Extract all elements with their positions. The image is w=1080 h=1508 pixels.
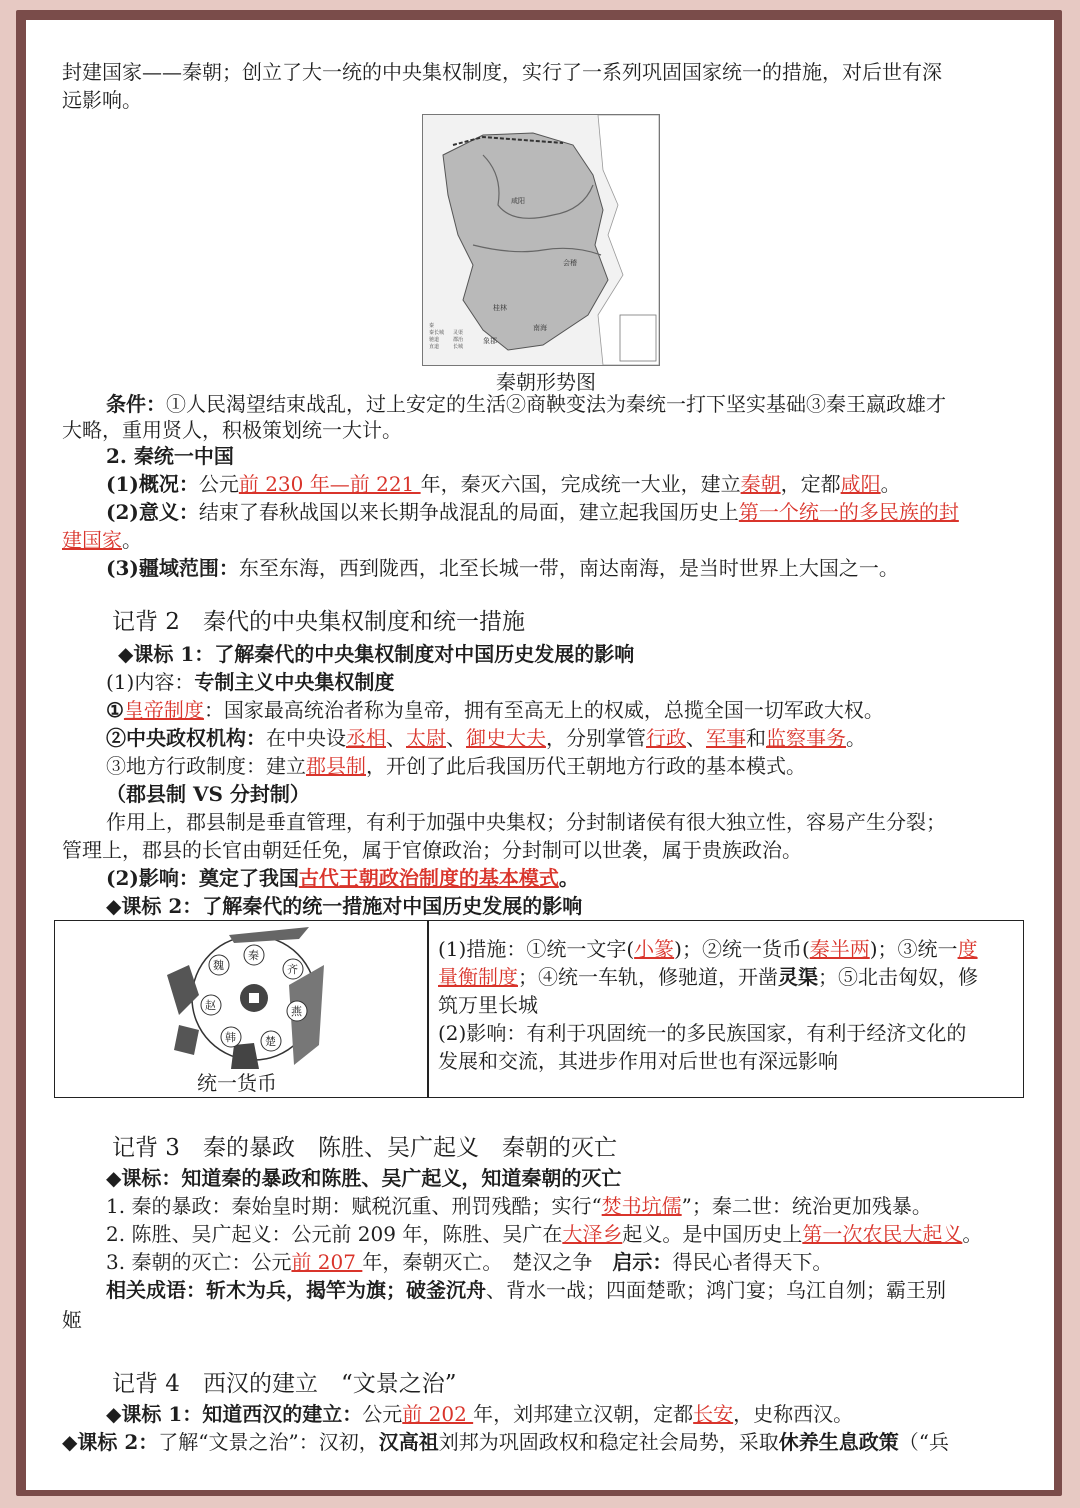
qin-map-svg bbox=[423, 115, 659, 365]
key-term: 郡县制 bbox=[306, 754, 366, 778]
key-term: 古代王朝政治制度的基本模式 bbox=[298, 866, 559, 890]
text-span: 2. 陈胜、吴广起义：公元前 209 年，陈胜、吴广在 bbox=[106, 1222, 563, 1246]
section-2-standard-1: ◆课标 1：了解秦代的中央集权制度对中国历史发展的影响 bbox=[118, 642, 635, 666]
state-label: 韩 bbox=[225, 1031, 236, 1044]
section-4-standard-2 bbox=[62, 1428, 949, 1456]
state-label: 魏 bbox=[213, 959, 224, 972]
significance-line-1 bbox=[106, 498, 959, 526]
key-term: 秦半两 bbox=[809, 937, 870, 961]
text-span: (1)内容： bbox=[106, 670, 195, 694]
intro-line-2: 远影响。 bbox=[62, 88, 142, 112]
map-legend-item: 长城 bbox=[453, 344, 464, 350]
bold-span: 启示： bbox=[612, 1250, 673, 1274]
text-span: 。 bbox=[880, 472, 901, 496]
text-span: 年，秦朝灭亡。 楚汉之争 bbox=[362, 1250, 613, 1274]
qin-unify-heading: 2. 秦统一中国 bbox=[106, 444, 234, 468]
text-span: 3. 秦朝的灭亡：公元 bbox=[106, 1250, 292, 1274]
uprising-line bbox=[106, 1220, 982, 1248]
text-span: ；⑤北击匈奴，修 bbox=[818, 965, 978, 989]
emperor-line bbox=[106, 696, 884, 724]
key-term: 度 bbox=[957, 937, 978, 961]
text-span: ：国家最高统治者称为皇帝，拥有至高无上的权威，总揽全国一切军政大权。 bbox=[203, 698, 884, 722]
key-term: 咸阳 bbox=[840, 472, 881, 496]
bold-span: ① bbox=[106, 698, 124, 722]
bold-span: 休养生息政策 bbox=[778, 1430, 899, 1454]
bold-span: ◆课标 2： bbox=[62, 1430, 159, 1454]
bold-span: 汉高祖 bbox=[378, 1430, 439, 1454]
unified-currency-image bbox=[159, 925, 329, 1071]
key-term: 大泽乡 bbox=[562, 1222, 623, 1246]
text-span: ，定都 bbox=[780, 472, 841, 496]
text-span: 在中央设 bbox=[266, 726, 346, 750]
state-label: 赵 bbox=[205, 999, 216, 1012]
key-term: 前 230 年—前 221 bbox=[238, 472, 421, 496]
text-span: ，开创了此后我国历代王朝地方行政的基本模式。 bbox=[366, 754, 806, 778]
text-span: 、 bbox=[686, 726, 706, 750]
section-3-standard: ◆课标：知道秦的暴政和陈胜、吴广起义，知道秦朝的灭亡 bbox=[106, 1166, 622, 1190]
bold-span: 相关成语： bbox=[106, 1278, 206, 1302]
intro-line-1: 封建国家——秦朝；创立了大一统的中央集权制度，实行了一系列巩固国家统一的措施，对后世有深 bbox=[62, 60, 942, 84]
section-2-heading: 记背 2 秦代的中央集权制度和统一措施 bbox=[112, 609, 525, 635]
key-term: 秦朝 bbox=[740, 472, 781, 496]
qin-map-image bbox=[422, 114, 660, 366]
fall-line bbox=[106, 1248, 832, 1276]
text-span: 。 bbox=[962, 1222, 983, 1246]
measures-table bbox=[54, 920, 1024, 1098]
compare-heading: （郡县制 VS 分封制） bbox=[106, 782, 310, 806]
compare-line-2: 管理上，郡县的长官由朝廷任免，属于官僚政治；分封制可以世袭，属于贵族政治。 bbox=[62, 838, 802, 862]
state-label: 楚 bbox=[265, 1035, 276, 1048]
section-2-standard-2: ◆课标 2：了解秦代的统一措施对中国历史发展的影响 bbox=[106, 894, 583, 918]
bold-span: (2)影响： bbox=[106, 866, 199, 890]
idioms-line-2: 姬 bbox=[62, 1308, 82, 1332]
map-label: 桂林 bbox=[493, 304, 507, 312]
overview-label: (1)概况： bbox=[106, 472, 199, 496]
key-term: 建国家 bbox=[62, 528, 122, 552]
bold-span: 专制主义中央集权制度 bbox=[194, 670, 395, 694]
map-label: 会稽 bbox=[563, 259, 577, 267]
tyranny-line bbox=[106, 1192, 932, 1220]
key-term: 前 202 bbox=[402, 1402, 474, 1426]
text-span: 、 bbox=[386, 726, 406, 750]
text-span: 了解“文景之治”：汉初， bbox=[158, 1430, 379, 1454]
text-span: 年，秦灭六国，完成统一大业，建立 bbox=[420, 472, 741, 496]
text-span: 。 bbox=[122, 528, 142, 552]
content-line bbox=[106, 668, 394, 696]
impact-line bbox=[106, 864, 579, 892]
bold-span: ②中央政权机构： bbox=[106, 726, 266, 750]
text-span: )；②统一货币( bbox=[674, 937, 810, 961]
key-term: 第一个统一的多民族的封 bbox=[738, 500, 959, 524]
bold-span: 灵渠 bbox=[778, 965, 818, 989]
conditions-line-1 bbox=[106, 390, 946, 418]
conditions-label: 条件： bbox=[106, 392, 166, 416]
text-span: 1. 秦的暴政：秦始皇时期：赋税沉重、刑罚残酷；实行“ bbox=[106, 1194, 602, 1218]
map-legend-item: 直道 bbox=[429, 344, 440, 350]
key-term: 监察事务 bbox=[766, 726, 846, 750]
table-impact-row-1: (2)影响：有利于巩固统一的多民族国家，有利于经济文化的 bbox=[438, 1021, 967, 1045]
key-term: 行政 bbox=[646, 726, 686, 750]
text-span: 东至东海，西到陇西，北至长城一带，南达南海，是当时世界上大国之一。 bbox=[238, 556, 899, 580]
text-span: 起义。是中国历史上 bbox=[622, 1222, 803, 1246]
map-label: 象郡 bbox=[483, 337, 497, 345]
idioms-line-1 bbox=[106, 1276, 946, 1304]
text-span: ”；秦二世：统治更加残暴。 bbox=[681, 1194, 932, 1218]
key-term: 太尉 bbox=[406, 726, 446, 750]
key-term: 御史大夫 bbox=[466, 726, 546, 750]
overview-line bbox=[106, 470, 901, 498]
key-term: 军事 bbox=[706, 726, 746, 750]
state-label: 秦 bbox=[248, 949, 259, 962]
table-impact-row-2: 发展和交流，其进步作用对后世也有深远影响 bbox=[438, 1049, 838, 1073]
state-label: 燕 bbox=[291, 1005, 302, 1018]
bold-span: 奠定了我国 bbox=[198, 866, 299, 890]
map-label: 南海 bbox=[533, 324, 547, 332]
key-term: 焚书坑儒 bbox=[601, 1194, 682, 1218]
key-term: 前 207 bbox=[291, 1250, 363, 1274]
text-span: )；③统一 bbox=[869, 937, 958, 961]
conditions-text: ①人民渴望结束战乱，过上安定的生活②商鞅变法为秦统一打下坚实基础③秦王嬴政雄才 bbox=[166, 392, 946, 416]
map-legend-item: 秦 bbox=[429, 323, 435, 329]
map-caption: 秦朝形势图 bbox=[496, 370, 596, 394]
table-divider bbox=[427, 921, 429, 1097]
measures-row-3: 筑万里长城 bbox=[438, 993, 538, 1017]
text-span: 刘邦为巩固政权和稳定社会局势，采取 bbox=[438, 1430, 779, 1454]
text-span: ；④统一车轨，修驰道，开凿 bbox=[518, 965, 778, 989]
section-4-standard-1 bbox=[106, 1400, 853, 1428]
map-legend-item: 郡治 bbox=[453, 337, 464, 343]
measures-row-2 bbox=[438, 963, 1018, 991]
text-span: 得民心者得天下。 bbox=[672, 1250, 833, 1274]
section-4-heading: 记背 4 西汉的建立 “文景之治” bbox=[112, 1371, 457, 1397]
bold-span: ◆课标 1：知道西汉的建立： bbox=[106, 1402, 363, 1426]
text-span: （“兵 bbox=[898, 1430, 949, 1454]
bold-span: 。 bbox=[558, 866, 579, 890]
map-legend-item: 灵渠 bbox=[453, 330, 464, 336]
section-3-heading: 记背 3 秦的暴政 陈胜、吴广起义 秦朝的灭亡 bbox=[112, 1135, 617, 1161]
key-term: 量衡制度 bbox=[438, 965, 518, 989]
key-term: 丞相 bbox=[346, 726, 386, 750]
map-legend-item: 驰道 bbox=[429, 337, 440, 343]
text-span: 。 bbox=[846, 726, 866, 750]
text-span: 公元 bbox=[362, 1402, 403, 1426]
bold-span: 斩木为兵，揭竿为旗；破釜沉舟 bbox=[206, 1278, 486, 1302]
text-span: ，史称西汉。 bbox=[733, 1402, 854, 1426]
key-term: 第一次农民大起义 bbox=[802, 1222, 963, 1246]
key-term: 小篆 bbox=[634, 937, 675, 961]
measures-row-1 bbox=[438, 935, 1018, 963]
measures-cell bbox=[438, 935, 1018, 1075]
text-span: 、背水一战；四面楚歌；鸿门宴；乌江自刎；霸王别 bbox=[486, 1278, 946, 1302]
key-term: 长安 bbox=[693, 1402, 734, 1426]
territory-line bbox=[106, 554, 899, 582]
compare-line-1: 作用上，郡县制是垂直管理，有利于加强中央集权；分封制诸侯有很大独立性，容易产生分裂； bbox=[106, 810, 946, 834]
text-span: 和 bbox=[746, 726, 766, 750]
conditions-line-2: 大略，重用贤人，积极策划统一大计。 bbox=[62, 418, 402, 442]
map-label: 咸阳 bbox=[511, 197, 525, 205]
text-span: 公元 bbox=[198, 472, 239, 496]
currency-caption: 统一货币 bbox=[197, 1071, 277, 1095]
document-page bbox=[26, 20, 1054, 1490]
text-span: 、 bbox=[446, 726, 466, 750]
text-span: ③地方行政制度：建立 bbox=[106, 754, 306, 778]
map-legend-item: 秦长城 bbox=[429, 330, 445, 336]
local-line bbox=[106, 752, 806, 780]
significance-label: (2)意义： bbox=[106, 500, 199, 524]
text-span: 结束了春秋战国以来长期争战混乱的局面，建立起我国历史上 bbox=[198, 500, 739, 524]
territory-label: (3)疆域范围： bbox=[106, 556, 239, 580]
key-term: 皇帝制度 bbox=[123, 698, 204, 722]
central-line bbox=[106, 724, 866, 752]
state-label: 齐 bbox=[287, 963, 298, 976]
significance-line-2 bbox=[62, 526, 142, 554]
text-span: ，分别掌管 bbox=[546, 726, 646, 750]
text-span: 年，刘邦建立汉朝，定都 bbox=[473, 1402, 694, 1426]
text-span: (1)措施：①统一文字( bbox=[438, 937, 635, 961]
